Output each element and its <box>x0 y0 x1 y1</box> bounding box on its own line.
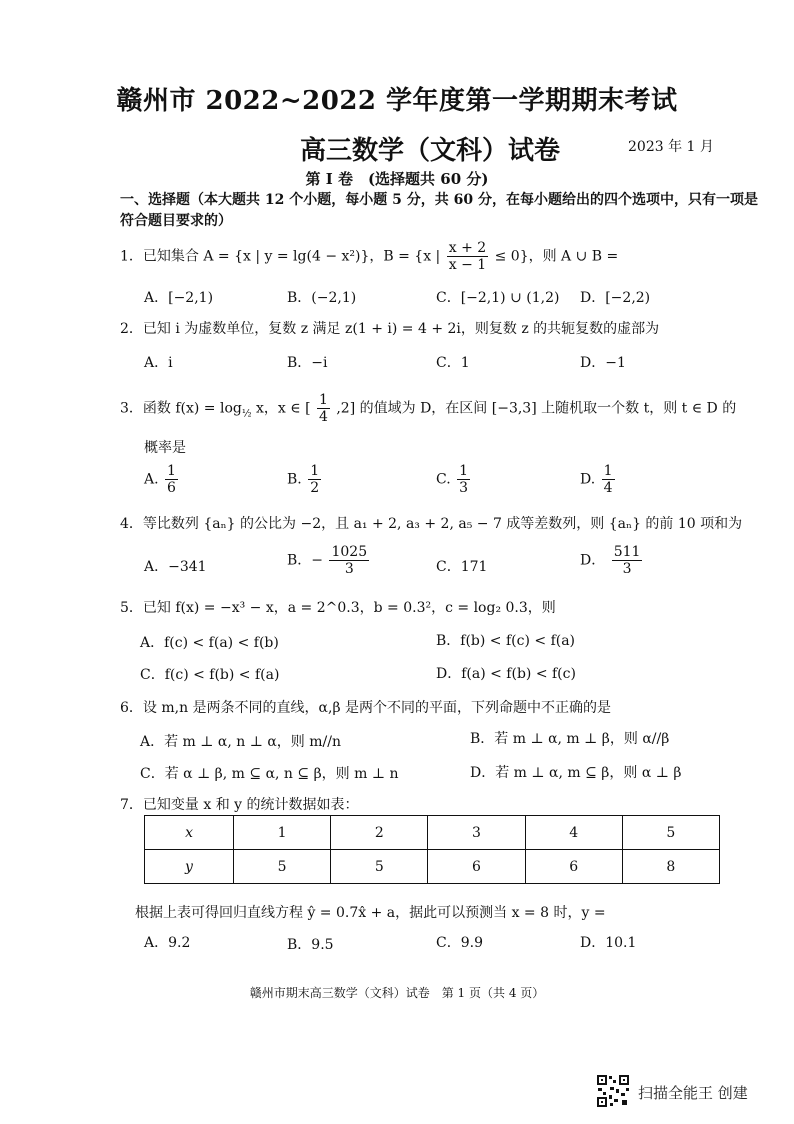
q4-option-d-num: 511 <box>613 544 641 560</box>
q5-option-d: D．f(a) < f(b) < f(c) <box>436 666 576 682</box>
q1-option-d: D．[−2,2) <box>580 290 651 306</box>
q7-option-d: D．10.1 <box>580 935 637 951</box>
q1-fraction <box>447 240 488 273</box>
q4-option-a: A．−341 <box>144 559 207 575</box>
q2-option-b: B．−i <box>287 355 328 371</box>
q5-option-a: A．f(c) < f(a) < f(b) <box>140 635 279 651</box>
q3-option-b-label: B. <box>287 471 302 488</box>
scanner-watermark: 扫描全能王 创建 <box>638 1084 748 1102</box>
table-cell: 6 <box>428 850 525 884</box>
q5-option-b: B．f(b) < f(c) < f(a) <box>436 633 576 649</box>
q3-option-d-num: 1 <box>603 463 613 479</box>
q6-option-d: D．若 m ⊥ α, m ⊆ β，则 α ⊥ β <box>470 765 682 781</box>
q3-option-d <box>580 463 617 496</box>
table-cell: 5 <box>622 816 719 850</box>
q1-stem <box>120 240 618 273</box>
q3-option-d-label: D. <box>580 471 596 488</box>
q3-frac-numerator: 1 <box>318 392 328 408</box>
q3-option-b <box>287 463 323 496</box>
q4-option-b-label: B．− <box>287 552 324 569</box>
table-row <box>145 816 720 850</box>
q1-option-c: C．[−2,1) ∪ (1,2) <box>436 290 560 306</box>
table-cell: 6 <box>525 850 622 884</box>
q7-option-c: C．9.9 <box>436 935 483 951</box>
q3-stem <box>120 392 736 425</box>
table-cell: 5 <box>331 850 428 884</box>
q1-stem-b: ≤ 0}，则 A ∪ B = <box>494 248 619 265</box>
table-cell: 8 <box>622 850 719 884</box>
q7-option-b: B．9.5 <box>287 937 334 953</box>
q7-data-table <box>144 815 720 884</box>
q4-option-b-num: 1025 <box>331 544 368 560</box>
q3-stem-cont: 概率是 <box>144 440 186 456</box>
q6-option-a: A．若 m ⊥ α, n ⊥ α，则 m//n <box>140 734 341 750</box>
q2-stem: 2．已知 i 为虚数单位，复数 z 满足 z(1 + i) = 4 + 2i，则复数 z 的共轭复数的虚部为 <box>120 321 660 337</box>
q7-stem-2: 根据上表可得回归直线方程 ŷ = 0.7x̂ + a，据此可以预测当 x = 8 时，y = <box>135 905 606 921</box>
q3-stem-c: ,2] 的值域为 D，在区间 [−3,3] 上随机取一个数 t，则 t ∈ D 的 <box>336 400 737 417</box>
q3-option-c <box>436 463 472 496</box>
q6-stem: 6．设 m,n 是两条不同的直线，α,β 是两个不同的平面，下列命题中不正确的是 <box>120 700 611 716</box>
q3-stem-a: 3．函数 f(x) = log <box>120 400 242 417</box>
q3-option-a-den: 6 <box>167 480 176 496</box>
q2-option-d: D．−1 <box>580 355 626 371</box>
exam-date: 2023 年 1 月 <box>628 139 714 155</box>
q5-option-c: C．f(c) < f(b) < f(a) <box>140 667 280 683</box>
q3-option-b-den: 2 <box>310 480 320 496</box>
q3-option-c-label: C. <box>436 471 451 488</box>
exam-subtitle: 高三数学（文科）试卷 <box>300 136 561 166</box>
q3-stem-b: x，x ∈ [ <box>251 400 311 417</box>
q3-option-a <box>144 463 180 496</box>
table-cell: 4 <box>525 816 622 850</box>
table-header-y: y <box>145 850 234 884</box>
volume-heading: 第 I 卷 (选择题共 60 分) <box>305 170 489 188</box>
q3-option-d-den: 4 <box>603 480 613 496</box>
page-footer: 赣州市期末高三数学（文科）试卷 第 1 页（共 4 页） <box>249 986 545 1000</box>
table-header-x: x <box>145 816 234 850</box>
q3-log-base: ½ <box>241 408 252 420</box>
q3-option-a-num: 1 <box>167 463 176 479</box>
q4-option-b <box>287 544 371 577</box>
q3-option-c-num: 1 <box>459 463 469 479</box>
q3-fraction <box>317 392 330 425</box>
q7-option-a: A．9.2 <box>144 935 191 951</box>
table-cell: 5 <box>234 850 331 884</box>
q6-option-b: B．若 m ⊥ α, m ⊥ β，则 α//β <box>470 731 670 747</box>
q1-frac-denominator: x − 1 <box>448 257 487 273</box>
q4-option-d-den: 3 <box>622 561 632 577</box>
q1-option-b: B．(−2,1) <box>287 290 357 306</box>
q2-option-c: C．1 <box>436 355 470 371</box>
q3-frac-denominator: 4 <box>318 409 328 425</box>
q4-option-c: C．171 <box>436 559 488 575</box>
q4-option-d <box>580 544 644 577</box>
q3-option-b-num: 1 <box>310 463 320 479</box>
qr-code-icon <box>596 1074 630 1108</box>
q1-frac-numerator: x + 2 <box>448 240 487 256</box>
exam-title: 赣州市 2022~2022 学年度第一学期期末考试 <box>116 86 678 116</box>
q4-option-d-label: D． <box>580 552 606 569</box>
q6-option-c: C．若 α ⊥ β, m ⊆ α, n ⊆ β，则 m ⊥ n <box>140 766 399 782</box>
section-heading: 一、选择题（本大题共 12 个小题，每小题 5 分，共 60 分，在每小题给出的四个选项中，只有一项是符合题目要求的） <box>120 192 758 229</box>
q4-option-b-den: 3 <box>344 561 354 577</box>
q1-stem-a: 1．已知集合 A = {x | y = lg(4 − x²)}，B = {x | <box>120 248 441 265</box>
table-cell: 2 <box>331 816 428 850</box>
q7-stem: 7．已知变量 x 和 y 的统计数据如表： <box>120 797 359 813</box>
q5-stem: 5．已知 f(x) = −x³ − x，a = 2^0.3，b = 0.3²，c = log₂ 0.3，则 <box>120 600 556 616</box>
q3-option-c-den: 3 <box>459 480 469 496</box>
q3-option-a-label: A. <box>144 471 159 488</box>
table-cell: 3 <box>428 816 525 850</box>
table-cell: 1 <box>234 816 331 850</box>
q1-option-a: A．[−2,1) <box>144 290 214 306</box>
table-row <box>145 850 720 884</box>
q4-stem: 4．等比数列 {aₙ} 的公比为 −2，且 a₁ + 2, a₃ + 2, a₅ − 7 成等差数列，则 {aₙ} 的前 10 项和为 <box>120 516 743 532</box>
q2-option-a: A．i <box>144 355 173 371</box>
